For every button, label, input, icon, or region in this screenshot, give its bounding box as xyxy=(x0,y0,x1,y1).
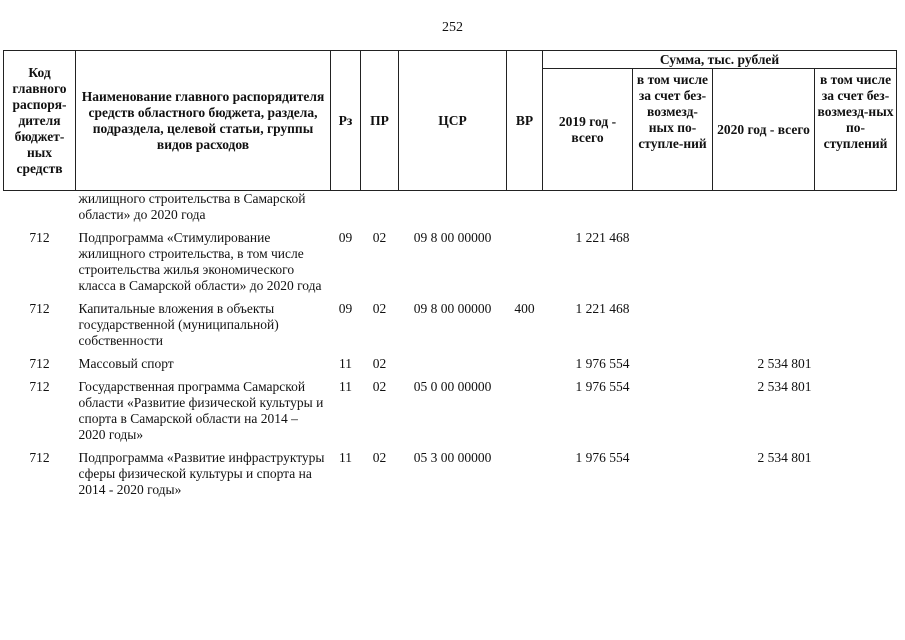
cell-rz: 11 xyxy=(339,356,352,371)
header-code: Код главного распоря-дителя бюджет-ных средств xyxy=(4,51,76,191)
cell-2019-total: 1 976 554 xyxy=(575,379,630,394)
cell-2019-free xyxy=(633,299,713,354)
header-pr: ПР xyxy=(361,51,399,191)
cell-2019-free xyxy=(633,377,713,448)
cell-2019-total: 1 221 468 xyxy=(575,230,630,245)
cell-2020-total xyxy=(713,228,815,299)
header-rz: Рз xyxy=(331,51,361,191)
cell-2019-total: 1 976 554 xyxy=(575,356,630,371)
cell-code: 712 xyxy=(29,301,50,316)
budget-table xyxy=(3,50,897,503)
header-2019-total: 2019 год - всего xyxy=(543,69,633,191)
cell-vr xyxy=(507,448,543,503)
header-name: Наименование главного распорядителя средств областного бюджета, раздела, подраздела, целевой статьи, группы видов расходов xyxy=(76,51,331,191)
cell-2019-free xyxy=(633,228,713,299)
cell-2020-free xyxy=(815,354,897,377)
cell-pr: 02 xyxy=(372,450,387,465)
table-row xyxy=(4,377,897,448)
table-header xyxy=(4,51,897,191)
cell-2019-free xyxy=(633,354,713,377)
cell-pr: 02 xyxy=(372,379,387,394)
cell-pr: 02 xyxy=(372,356,387,371)
cell-csr: 05 3 00 00000 xyxy=(413,450,492,465)
cell-2020-free xyxy=(815,448,897,503)
cell-pr xyxy=(361,191,399,229)
cell-rz: 11 xyxy=(339,450,352,465)
cell-code: 712 xyxy=(29,230,50,245)
cell-2020-free xyxy=(815,228,897,299)
cell-csr xyxy=(399,191,507,229)
cell-name: Подпрограмма «Стимулирование жилищного строительства, в том числе строительства жилья экономического класса в Самарской области» до 2020 года xyxy=(78,230,322,293)
header-2020-total: 2020 год - всего xyxy=(713,69,815,191)
cell-pr: 02 xyxy=(372,230,387,245)
cell-2020-free xyxy=(815,191,897,229)
cell-code xyxy=(4,191,76,229)
cell-2019-total: 1 976 554 xyxy=(575,450,630,465)
table-row xyxy=(4,299,897,354)
cell-2020-free xyxy=(815,299,897,354)
cell-code: 712 xyxy=(29,356,50,371)
cell-2020-total xyxy=(713,299,815,354)
table-row xyxy=(4,448,897,503)
table-row xyxy=(4,191,897,229)
cell-vr xyxy=(507,377,543,448)
cell-rz: 11 xyxy=(339,379,352,394)
cell-2020-total: 2 534 801 xyxy=(757,356,812,371)
cell-csr xyxy=(399,354,507,377)
header-csr: ЦСР xyxy=(399,51,507,191)
page-number: 252 xyxy=(442,20,463,35)
cell-2020-total: 2 534 801 xyxy=(757,379,812,394)
cell-csr: 09 8 00 00000 xyxy=(413,301,492,316)
cell-2020-total xyxy=(713,191,815,229)
header-vr: ВР xyxy=(507,51,543,191)
cell-rz: 09 xyxy=(338,230,353,245)
cell-rz: 09 xyxy=(338,301,353,316)
cell-code: 712 xyxy=(29,379,50,394)
table-row xyxy=(4,354,897,377)
cell-2020-free xyxy=(815,377,897,448)
cell-vr: 400 xyxy=(514,301,535,316)
header-2020-free: в том числе за счет без-возмезд-ных по-ступлений xyxy=(815,69,897,191)
cell-vr xyxy=(507,191,543,229)
cell-2019-total xyxy=(543,191,633,229)
header-sum-group: Сумма, тыс. рублей xyxy=(543,51,897,69)
cell-csr: 05 0 00 00000 xyxy=(413,379,492,394)
cell-vr xyxy=(507,228,543,299)
cell-name: Капитальные вложения в объекты государственной (муниципальной) собственности xyxy=(78,301,279,348)
cell-2019-total: 1 221 468 xyxy=(575,301,630,316)
cell-pr: 02 xyxy=(372,301,387,316)
table-row xyxy=(4,228,897,299)
cell-2020-total: 2 534 801 xyxy=(757,450,812,465)
cell-name: Массовый спорт xyxy=(78,356,174,371)
cell-csr: 09 8 00 00000 xyxy=(413,230,492,245)
cell-name: Государственная программа Самарской области «Развитие физической культуры и спорта в Самарской области на 2014 – 2020 годы» xyxy=(78,379,324,442)
cell-name: жилищного строительства в Самарской области» до 2020 года xyxy=(78,191,306,222)
cell-vr xyxy=(507,354,543,377)
cell-2019-free xyxy=(633,191,713,229)
cell-code: 712 xyxy=(29,450,50,465)
cell-rz xyxy=(331,191,361,229)
cell-2019-free xyxy=(633,448,713,503)
header-2019-free: в том числе за счет без-возмезд-ных по-ступле-ний xyxy=(633,69,713,191)
cell-name: Подпрограмма «Развитие инфраструктуры сферы физической культуры и спорта на 2014 - 2020 годы» xyxy=(78,450,325,497)
